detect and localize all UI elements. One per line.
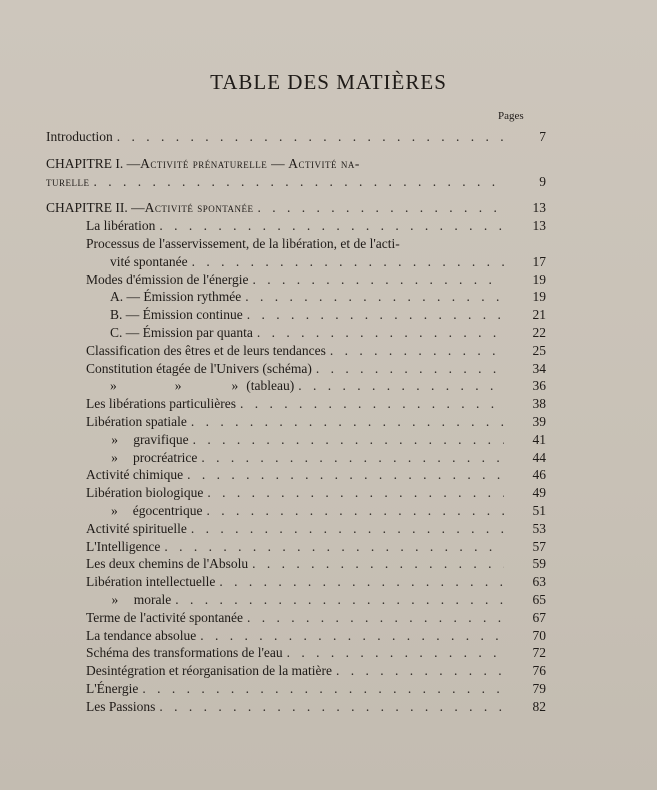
toc-entry-page: 39 (532, 413, 546, 429)
toc-entry (46, 662, 546, 680)
dot-leader (159, 698, 504, 716)
dot-leader (191, 520, 504, 538)
dot-leader (142, 680, 504, 698)
toc-entry-text: procréatrice (132, 449, 198, 465)
toc-entry-text: (tableau) (246, 378, 295, 394)
dot-leader (240, 395, 504, 413)
dot-leader (207, 484, 504, 502)
toc-entry-text: L'Intelligence (86, 538, 161, 554)
toc-entry-text: Les libérations particulières (86, 396, 236, 412)
dot-leader (193, 431, 504, 449)
toc-entry-page: 17 (532, 253, 546, 269)
toc-entry-page: 59 (532, 556, 546, 572)
dot-leader (200, 627, 504, 645)
toc-entry (46, 484, 546, 502)
dot-leader (258, 199, 504, 217)
toc-entry (46, 644, 546, 662)
toc-entry-text: Classification des êtres et de leurs tendances (86, 342, 326, 358)
toc-entry-page: 51 (532, 502, 546, 518)
toc-subentry (46, 324, 546, 342)
dot-leader (164, 538, 504, 556)
toc-entry-page: 36 (532, 378, 546, 394)
toc-entry-page: 7 (539, 129, 546, 144)
chapter-number: CHAPITRE I. — (46, 155, 141, 171)
toc-subentry (46, 377, 546, 395)
toc-entry-page: 65 (532, 591, 546, 607)
toc-subentry (46, 431, 546, 449)
toc-entry-text: morale (133, 591, 172, 607)
toc-entry-cont (46, 253, 546, 271)
toc-entry (46, 520, 546, 538)
toc-entry (46, 609, 546, 627)
toc-entry-page: 21 (532, 307, 546, 323)
toc-entry-text: C. — Émission par quanta (110, 324, 253, 340)
toc-subentry (46, 288, 546, 306)
dot-leader (330, 342, 504, 360)
toc-entry-page: 41 (532, 431, 546, 447)
toc-entry-page: 19 (532, 289, 546, 305)
dot-leader (201, 449, 504, 467)
dot-leader (298, 377, 504, 395)
dot-leader (191, 413, 504, 431)
toc-entry (46, 555, 546, 573)
toc-entry-text: Activité chimique (86, 467, 184, 483)
pages-column-label: Pages (498, 110, 524, 122)
ditto-mark: » (174, 378, 182, 394)
ditto-mark: » (111, 449, 118, 465)
toc-entry (46, 217, 546, 235)
toc-entry-page: 76 (532, 663, 546, 679)
toc-entry-text: L'Énergie (86, 680, 139, 696)
toc-entry-page: 53 (532, 520, 546, 536)
dot-leader (187, 466, 504, 484)
dot-leader (316, 360, 504, 378)
toc-entry (46, 698, 546, 716)
toc-entry-page: 49 (532, 485, 546, 501)
toc-entry-text: Les Passions (86, 698, 156, 714)
toc-entry-page: 22 (532, 324, 546, 340)
toc-entry (46, 627, 546, 645)
chapter-title: Activité spontanée (144, 200, 254, 216)
toc-entry (46, 466, 546, 484)
toc-entry-text: B. — Émission continue (110, 307, 243, 323)
toc-entry (46, 538, 546, 556)
toc-chapter-heading (46, 155, 546, 173)
dot-leader (94, 173, 505, 191)
toc-entry (46, 271, 546, 289)
toc-entry-text: Desintégration et réorganisation de la matière (86, 663, 333, 679)
toc-entry-text: gravifique (133, 431, 189, 447)
toc-subentry (46, 449, 546, 467)
toc-entry-text: Libération intellectuelle (86, 574, 216, 590)
table-of-contents (46, 128, 546, 716)
dot-leader (175, 591, 504, 609)
dot-leader (219, 573, 504, 591)
toc-entry-text: Libération biologique (86, 485, 204, 501)
chapter-number: CHAPITRE II. — (46, 200, 145, 216)
toc-entry-text: égocentrique (132, 502, 203, 518)
toc-entry (46, 395, 546, 413)
toc-entry-text: Introduction (46, 129, 113, 144)
dot-leader (117, 128, 504, 146)
toc-entry-page: 13 (532, 200, 546, 216)
dot-leader (247, 609, 504, 627)
toc-entry (46, 235, 546, 253)
ditto-mark: » (111, 502, 118, 518)
toc-entry-page: 46 (532, 467, 546, 483)
toc-subentry (46, 591, 546, 609)
toc-entry-page: 82 (532, 698, 546, 714)
toc-entry-text: Constitution étagée de l'Univers (schéma) (86, 360, 312, 376)
dot-leader (252, 271, 504, 289)
toc-entry-page: 9 (539, 173, 546, 189)
toc-entry-page: 79 (532, 680, 546, 696)
toc-entry-text: Activité spirituelle (86, 520, 187, 536)
dot-leader (252, 555, 504, 573)
toc-chapter-heading-cont (46, 173, 546, 191)
toc-entry (46, 680, 546, 698)
toc-entry-text: Modes d'émission de l'énergie (86, 271, 249, 287)
toc-entry (46, 360, 546, 378)
toc-entry-text: vité spontanée (110, 253, 188, 269)
toc-entry-page: 38 (532, 396, 546, 412)
chapter-title: turelle (46, 173, 90, 189)
toc-entry-text: Processus de l'asservissement, de la libération, et de l'acti- (86, 235, 400, 251)
toc-entry-text: Libération spatiale (86, 413, 187, 429)
toc-entry-text: La tendance absolue (86, 627, 197, 643)
dot-leader (159, 217, 504, 235)
page-title: TABLE DES MATIÈRES (210, 70, 447, 94)
toc-entry (46, 342, 546, 360)
toc-entry-page: 70 (532, 627, 546, 643)
toc-entry (46, 573, 546, 591)
toc-entry-text: Terme de l'activité spontanée (86, 609, 244, 625)
dot-leader (245, 288, 504, 306)
toc-entry-page: 44 (532, 449, 546, 465)
dot-leader (192, 253, 504, 271)
dot-leader (287, 644, 504, 662)
dot-leader (336, 662, 504, 680)
ditto-mark: » (110, 378, 117, 394)
chapter-title: Activité prénaturelle — Activité na- (140, 155, 360, 171)
ditto-mark: » (111, 431, 118, 447)
toc-entry-page: 67 (532, 609, 546, 625)
dot-leader (207, 502, 505, 520)
dot-leader (257, 324, 504, 342)
toc-entry-text: Les deux chemins de l'Absolu (86, 556, 249, 572)
toc-entry-page: 19 (532, 271, 546, 287)
toc-entry (46, 128, 546, 146)
toc-entry-page: 57 (532, 538, 546, 554)
toc-entry (46, 413, 546, 431)
toc-subentry (46, 306, 546, 324)
toc-entry-page: 25 (532, 342, 546, 358)
toc-entry-text: A. — Émission rythmée (110, 289, 242, 305)
ditto-mark: » (111, 591, 119, 607)
toc-entry-page: 72 (532, 645, 546, 661)
toc-entry-text: La libération (86, 218, 156, 234)
dot-leader (247, 306, 504, 324)
toc-subentry (46, 502, 546, 520)
toc-entry-page: 34 (532, 360, 546, 376)
toc-entry-page: 63 (532, 574, 546, 590)
ditto-mark: » (231, 378, 239, 394)
toc-chapter-heading (46, 199, 546, 217)
toc-entry-text: Schéma des transformations de l'eau (86, 645, 283, 661)
toc-entry-page: 13 (532, 218, 546, 234)
